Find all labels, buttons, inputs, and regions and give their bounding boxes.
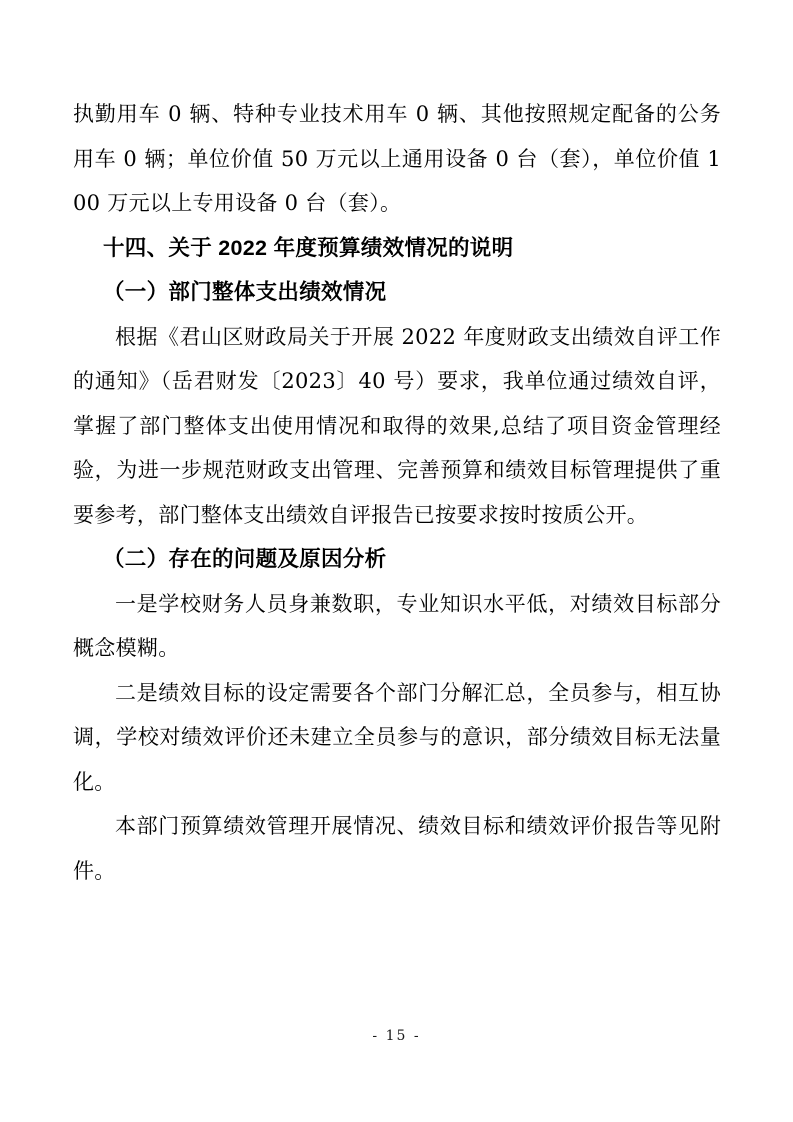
paragraph-self-evaluation-basis: 根据《君山区财政局关于开展 2022 年度财政支出绩效自评工作的通知》（岳君财发〔2023〕40 号）要求，我单位通过绩效自评，掌握了部门整体支出使用情况和取得的效果,总结了项目资金管理经验，为进一步规范财政支出管理、完善预算和绩效目标管理提供了重要参考，部门整体支出绩效自评报告已按要求按时按质公开。 [73, 324, 721, 527]
paragraph-vehicles-equipment-continued: 执勤用车 0 辆、特种专业技术用车 0 辆、其他按照规定配备的公务用车 0 辆；单位价值 50 万元以上通用设备 0 台（套），单位价值 100 万元以上专用设备 0 台（套）。 [73, 102, 721, 215]
subsection-heading-1-overall-expenditure-performance: （一）部门整体支出绩效情况 [103, 280, 387, 304]
section-heading-14-budget-performance: 十四、关于 2022 年度预算绩效情况的说明 [103, 235, 514, 260]
paragraph-problem-one: 一是学校财务人员身兼数职，专业知识水平低，对绩效目标部分概念模糊。 [73, 591, 721, 660]
subsection-heading-2-problems-and-causes: （二）存在的问题及原因分析 [103, 547, 387, 571]
page-number: - 15 - [372, 1028, 421, 1044]
paragraph-problem-two: 二是绩效目标的设定需要各个部门分解汇总，全员参与，相互协调，学校对绩效评价还未建立全员参与的意识，部分绩效目标无法量化。 [73, 680, 721, 794]
document-body [73, 92, 721, 893]
paragraph-attachment-note: 本部门预算绩效管理开展情况、绩效目标和绩效评价报告等见附件。 [73, 814, 721, 883]
